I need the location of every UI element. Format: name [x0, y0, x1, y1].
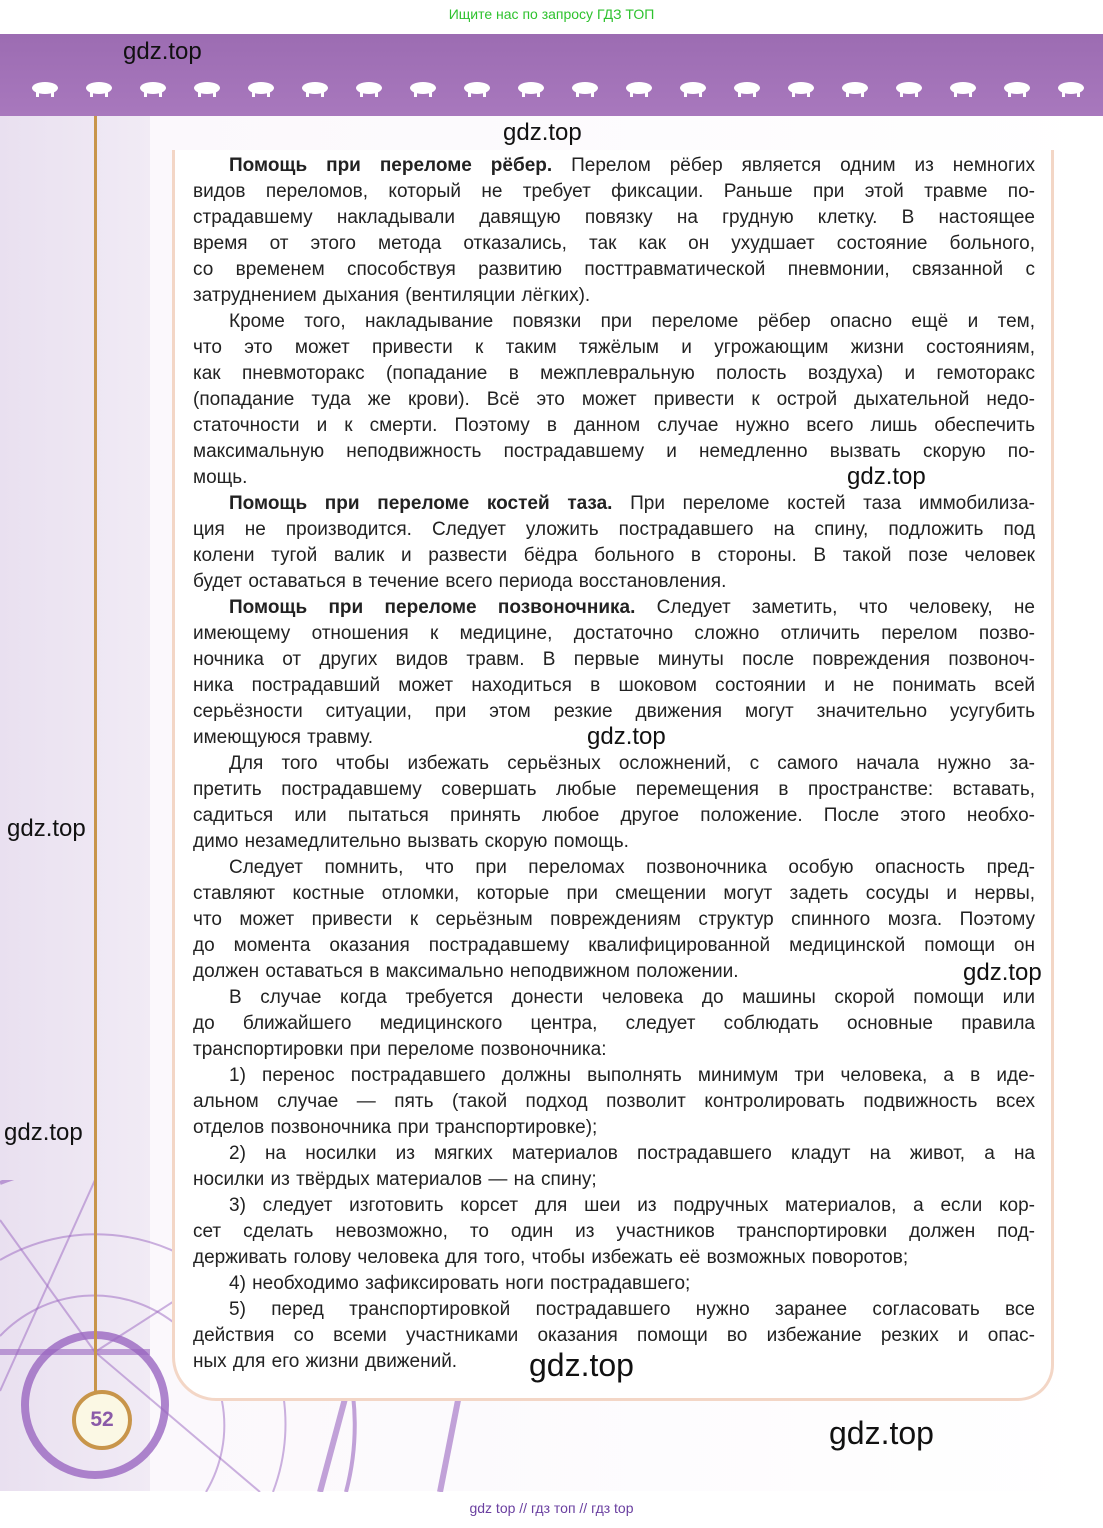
text-line	[193, 257, 1035, 283]
watermark: gdz.top	[529, 1347, 634, 1383]
text-line	[193, 1089, 1035, 1115]
text-span: ночника от других видов травм. В первые минуты после повреждения позвоноч-	[193, 649, 1035, 670]
boar-icon	[244, 76, 278, 98]
text-line	[193, 673, 1035, 699]
text-line	[193, 1271, 1035, 1297]
page-number: 52	[72, 1390, 132, 1450]
body-text	[193, 153, 1035, 1375]
text-line	[193, 855, 1035, 881]
watermark: gdz.top	[123, 38, 202, 65]
text-line	[193, 1115, 1035, 1141]
text-line	[193, 387, 1035, 413]
text-span: действия со всеми участниками оказания помощи во избежание резких и опас-	[193, 1325, 1035, 1346]
text-span: Для того чтобы избежать серьёзных осложнений, с самого начала нужно за-	[229, 753, 1035, 774]
text-line	[193, 231, 1035, 257]
margin-gold-line	[94, 116, 97, 1391]
text-line	[193, 439, 1035, 465]
watermark: gdz.top	[503, 119, 582, 146]
text-span: 4) необходимо зафиксировать ноги пострадавшего;	[229, 1273, 691, 1294]
text-line	[193, 595, 1035, 621]
text-line	[193, 153, 1035, 179]
watermark: gdz.top	[829, 1415, 934, 1451]
text-span: 5) перед транспортировкой пострадавшего нужно заранее согласовать все	[229, 1299, 1035, 1320]
text-line	[193, 1245, 1035, 1271]
text-span: ставляют костные отломки, которые при смещении могут задеть сосуды и нервы,	[193, 883, 1035, 904]
horse-icon	[568, 76, 602, 98]
cat-icon	[298, 76, 332, 98]
animal-icons-row	[28, 76, 1088, 98]
text-span: Следует заметить, что человеку, не	[635, 597, 1035, 618]
text-line	[193, 647, 1035, 673]
text-line	[193, 803, 1035, 829]
watermark: gdz.top	[847, 463, 926, 490]
text-line	[193, 361, 1035, 387]
text-span: держивать голову человека для того, чтобы избежать её возможных поворотов;	[193, 1247, 909, 1268]
moose-icon	[82, 76, 116, 98]
meerkat-icon	[136, 76, 170, 98]
text-span: претить пострадавшему совершать любые перемещения в пространстве: вставать,	[193, 779, 1035, 800]
text-span: время от этого метода отказались, так как он ухудшает состояние больного,	[193, 233, 1035, 254]
text-span: (попадание туда же крови). Всё это может привести к острой дыхательной недо-	[193, 389, 1035, 410]
text-line	[193, 205, 1035, 231]
text-span: 3) следует изготовить корсет для шеи из подручных материалов, а если кор-	[229, 1195, 1035, 1216]
text-span: носилки из твёрдых материалов — на спину;	[193, 1169, 597, 1190]
bird-icon	[622, 76, 656, 98]
bison-icon	[460, 76, 494, 98]
text-line	[193, 1063, 1035, 1089]
text-span: страдавшему накладывали давящую повязку на грудную клетку. В настоящее	[193, 207, 1035, 228]
text-span: 1) перенос пострадавшего должны выполнять минимум три человека, а в иде-	[229, 1065, 1035, 1086]
watermark: gdz.top	[963, 959, 1042, 986]
text-span: мощь.	[193, 467, 248, 488]
text-line	[193, 1141, 1035, 1167]
insect-icon	[838, 76, 872, 98]
butterfly-icon	[406, 76, 440, 98]
section-heading: Помощь при переломе рёбер.	[229, 155, 553, 176]
insect-icon	[190, 76, 224, 98]
moose-icon	[730, 76, 764, 98]
text-line	[193, 413, 1035, 439]
antelope-icon	[352, 76, 386, 98]
text-span: со временем способствуя развитию посттравматической пневмонии, связанной с	[193, 259, 1035, 280]
text-line	[193, 985, 1035, 1011]
antelope-icon	[1000, 76, 1034, 98]
text-span: ника пострадавший может находиться в шоковом состоянии и не понимать всей	[193, 675, 1035, 696]
boar-icon	[892, 76, 926, 98]
text-span: ных для его жизни движений.	[193, 1351, 458, 1372]
watermark: gdz.top	[4, 1119, 83, 1146]
text-line	[193, 621, 1035, 647]
text-span: Перелом рёбер является одним из немногих	[552, 155, 1035, 176]
text-span: как пневмоторакс (попадание в межплевральную полость воздуха) и гемоторакс	[193, 363, 1035, 384]
top-note: Ищите нас по запросу ГДЗ ТОП	[448, 6, 655, 22]
text-span: до момента оказания пострадавшему квалифицированной медицинской помощи он	[193, 935, 1035, 956]
text-span: сет сделать невозможно, то один из участников транспортировки должен под-	[193, 1221, 1035, 1242]
text-line	[193, 1037, 1035, 1063]
text-span: Следует помнить, что при переломах позвоночника особую опасность пред-	[229, 857, 1035, 878]
watermark: gdz.top	[587, 723, 666, 750]
text-span: димо незамедлительно вызвать скорую помощь.	[193, 831, 629, 852]
text-span: 2) на носилки из мягких материалов пострадавшего кладут на живот, а на	[229, 1143, 1035, 1164]
text-line	[193, 179, 1035, 205]
text-line	[193, 881, 1035, 907]
section-heading: Помощь при переломе позвоночника.	[229, 597, 636, 618]
text-line	[193, 1193, 1035, 1219]
dolphin-icon	[28, 76, 62, 98]
watermark: gdz.top	[7, 815, 86, 842]
text-span: статочности и к смерти. Поэтому в данном случае нужно всего лишь обеспечить	[193, 415, 1035, 436]
text-span: до ближайшего медицинского центра, следует соблюдать основные правила	[193, 1013, 1035, 1034]
text-line	[193, 1219, 1035, 1245]
text-line	[193, 309, 1035, 335]
text-line	[193, 543, 1035, 569]
text-span: отделов позвоночника при транспортировке);	[193, 1117, 598, 1138]
text-span: видов переломов, который не требует фиксации. Раньше при этой травме по-	[193, 181, 1035, 202]
text-line	[193, 1011, 1035, 1037]
text-line	[193, 777, 1035, 803]
text-line	[193, 335, 1035, 361]
meerkat-icon	[784, 76, 818, 98]
text-span: имеющуюся травму.	[193, 727, 374, 748]
text-line	[193, 933, 1035, 959]
text-span: должен оставаться в максимально неподвижном положении.	[193, 961, 739, 982]
butterfly-icon	[1054, 76, 1088, 98]
text-span: имеющему отношения к медицине, достаточно сложно отличить перелом позво-	[193, 623, 1035, 644]
text-line	[193, 907, 1035, 933]
text-line	[193, 1167, 1035, 1193]
scorpion-icon	[514, 76, 548, 98]
dolphin-icon	[676, 76, 710, 98]
section-heading: Помощь при переломе костей таза.	[229, 493, 613, 514]
text-line	[193, 829, 1035, 855]
text-span: будет оставаться в течение всего периода восстановления.	[193, 571, 727, 592]
text-span: что это может привести к таким тяжёлым и угрожающим жизни состояниям,	[193, 337, 1035, 358]
text-span: ция не производится. Следует уложить пострадавшего на спину, подложить под	[193, 519, 1035, 540]
text-span: При переломе костей таза иммобилиза-	[612, 493, 1035, 514]
text-line	[193, 569, 1035, 595]
text-line	[193, 491, 1035, 517]
footer-links: gdz top // гдз топ // гдз top	[469, 1500, 634, 1516]
text-line	[193, 517, 1035, 543]
text-line	[193, 283, 1035, 309]
text-span: В случае когда требуется донести человека до машины скорой помощи или	[229, 987, 1035, 1008]
text-span: максимальную неподвижность пострадавшему и немедленно вызвать скорую по-	[193, 441, 1035, 462]
text-span: колени тугой валик и развести бёдра больного в стороны. В такой позе человек	[193, 545, 1035, 566]
text-span: серьёзности ситуации, при этом резкие движения могут значительно усугубить	[193, 701, 1035, 722]
cat-icon	[946, 76, 980, 98]
text-line	[193, 1323, 1035, 1349]
text-span: садиться или пытаться принять любое другое положение. После этого необхо-	[193, 805, 1035, 826]
text-line	[193, 751, 1035, 777]
text-span: альном случае — пять (такой подход позволит контролировать подвижность всех	[193, 1091, 1035, 1112]
text-span: транспортировки при переломе позвоночника:	[193, 1039, 607, 1060]
text-line	[193, 699, 1035, 725]
text-line	[193, 1297, 1035, 1323]
text-line	[193, 959, 1035, 985]
text-span: затруднением дыхания (вентиляции лёгких).	[193, 285, 591, 306]
text-span: что может привести к серьёзным повреждениям структур спинного мозга. Поэтому	[193, 909, 1035, 930]
text-span: Кроме того, накладывание повязки при переломе рёбер опасно ещё и тем,	[229, 311, 1035, 332]
